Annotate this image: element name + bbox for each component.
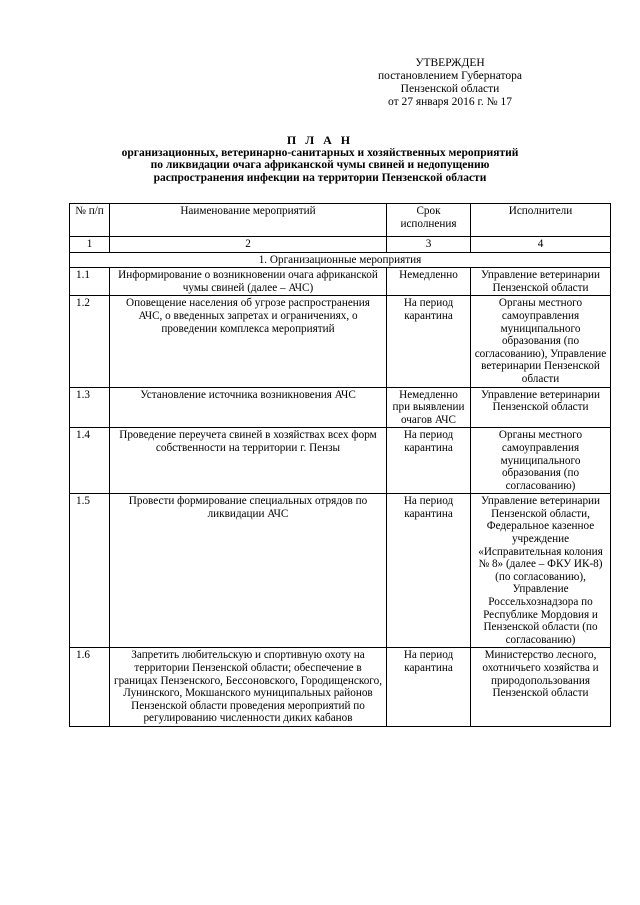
row-num: 1.2 (70, 296, 110, 387)
approval-date: от 27 января 2016 г. № 17 (387, 96, 512, 108)
document-title (60, 134, 580, 184)
section-title: 1. Организационные мероприятия (70, 252, 611, 268)
row-exec: Управление ветеринарии Пензенской области, Федеральное казенное учреждение «Исправительная колония № 8» (далее – ФКУ ИК-8) (по согласованию), Управление Россельхознадзора по Республике Мордовия и Пензенской области (по согласованию) (471, 494, 611, 648)
row-num: 1.4 (70, 428, 110, 494)
row-num: 1.5 (70, 494, 110, 648)
row-exec: Органы местного самоуправления муниципального образования (по согласованию), Управление ветеринарии Пензенской области (471, 296, 611, 387)
approval-stamp (340, 57, 560, 109)
header-num: № п/п (70, 204, 110, 237)
row-term: Немедленно при выявлении очагов АЧС (387, 387, 471, 428)
plan-heading: П Л А Н (286, 133, 354, 147)
title-line-1: организационных, ветеринарно-санитарных и хозяйственных мероприятий (121, 146, 519, 159)
header-name: Наименование мероприятий (110, 204, 387, 237)
row-name: Проведение переучета свиней в хозяйствах всех форм собственности на территории г. Пензы (110, 428, 387, 494)
approval-title: УТВЕРЖДЕН (415, 57, 485, 69)
row-exec: Органы местного самоуправления муниципального образования (по согласованию) (471, 428, 611, 494)
row-num: 1.1 (70, 268, 110, 296)
row-exec: Министерство лесного, охотничьего хозяйства и природопользования Пензенской области (471, 648, 611, 727)
row-num: 1.3 (70, 387, 110, 428)
header-term: Срок исполнения (387, 204, 471, 237)
row-name: Оповещение населения об угрозе распространения АЧС, о введенных запретах и ограничениях, о проведении комплекса мероприятий (110, 296, 387, 387)
row-term: На период карантина (387, 428, 471, 494)
row-exec: Управление ветеринарии Пензенской области (471, 387, 611, 428)
table-row (70, 268, 611, 296)
row-name: Провести формирование специальных отрядов по ликвидации АЧС (110, 494, 387, 648)
table-row (70, 494, 611, 648)
column-index-row (70, 237, 611, 253)
row-name: Информирование о возникновении очага африканской чумы свиней (далее – АЧС) (110, 268, 387, 296)
table-row (70, 387, 611, 428)
index-cell: 4 (471, 237, 611, 253)
row-term: На период карантина (387, 648, 471, 727)
row-name: Установление источника возникновения АЧС (110, 387, 387, 428)
index-cell: 1 (70, 237, 110, 253)
row-term: На период карантина (387, 494, 471, 648)
title-line-3: распространения инфекции на территории Пензенской области (153, 171, 487, 184)
title-line-2: по ликвидации очага африканской чумы свиней и недопущению (150, 159, 490, 171)
index-cell: 3 (387, 237, 471, 253)
row-term: Немедленно (387, 268, 471, 296)
table-header-row (70, 204, 611, 237)
approval-region: Пензенской области (400, 83, 500, 95)
row-exec: Управление ветеринарии Пензенской области (471, 268, 611, 296)
row-num: 1.6 (70, 648, 110, 727)
row-term: На период карантина (387, 296, 471, 387)
table-row (70, 296, 611, 387)
section-row (70, 252, 611, 268)
header-exec: Исполнители (471, 204, 611, 237)
table-row (70, 428, 611, 494)
approval-decree: постановлением Губернатора (378, 70, 522, 82)
plan-table (69, 203, 611, 727)
table-row (70, 648, 611, 727)
index-cell: 2 (110, 237, 387, 253)
row-name: Запретить любительскую и спортивную охоту на территории Пензенской области; обеспечение в границах Пензенского, Бессоновского, Городищенского, Лунинского, Мокшанского муниципальных районов Пензенской области проведения мероприятий по регулированию численности диких кабанов (110, 648, 387, 727)
